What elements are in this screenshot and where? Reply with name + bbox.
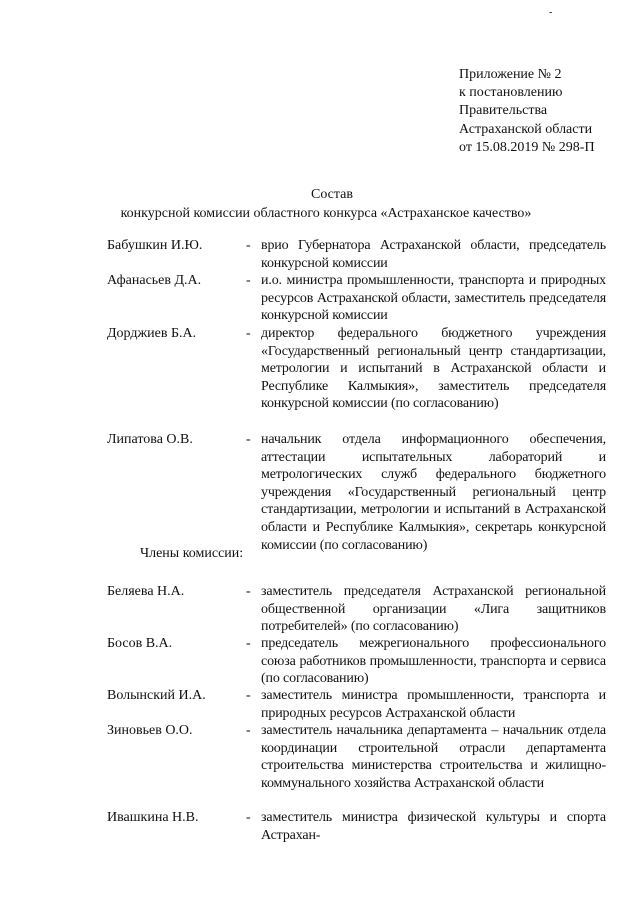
entry-dash: - [246,636,251,651]
entry-dash: - [246,238,251,253]
members-heading: Члены комиссии: [140,546,244,561]
entry-dash: - [246,326,251,341]
person-name: Ивашкина Н.В. [107,810,199,825]
document-title: Состав [310,187,353,202]
entry-dash: - [246,688,251,703]
person-name: Дорджиев Б.А. [107,326,197,341]
entry-dash: - [246,273,251,288]
person-name: Беляева Н.А. [107,584,185,599]
person-name: Зиновьев О.О. [107,723,193,738]
person-name: Афанасьев Д.А. [107,273,202,288]
person-name: Бабушкин И.Ю. [107,238,203,253]
person-position: заместитель министра промышленности, транспорта и природных ресурсов Астраханской области [261,688,606,721]
appendix-line: от 15.08.2019 № 298-П [459,139,595,155]
appendix-line: Приложение № 2 [459,67,562,82]
appendix-line: Правительства [459,103,548,119]
entry-dash: - [246,584,251,599]
person-position: врио Губернатора Астраханской области, председатель конкурсной комиссии [261,238,606,271]
person-position: заместитель начальника департамента – начальник отдела координации строительной отрасли департамента строительства министерства строительства и жилищно-коммунального хозяйства Астраханской области [261,723,606,791]
person-position: заместитель председателя Астраханской региональной общественной организации «Лига защитников потребителей» (по согласованию) [261,584,606,635]
entry-dash: - [246,432,251,447]
person-position: директор федерального бюджетного учреждения «Государственный региональный центр стандартизации, метрологии и испытаний в Астраханской области и Республике Калмыкия», заместитель председателя конкурсной комиссии (по согласованию) [261,326,606,412]
person-name: Босов В.А. [107,636,173,651]
person-position: начальник отдела информационного обеспечения, аттестации испытательных лабораторий и метрологических служб федерального бюджетного учреждения «Государственный региональный центр стандартизации, метрологии и испытаний в Астраханской области и Республике Калмыкия», секретарь конкурсной комиссии (по согласованию) [261,432,606,553]
person-position: заместитель министра физической культуры и спорта Астрахан- [261,810,606,843]
appendix-line: к постановлению [459,85,563,101]
person-name: Липатова О.В. [107,432,193,447]
appendix-block [459,66,595,157]
entry-dash: - [246,723,251,738]
document-subtitle: конкурсной комиссии областного конкурса «Астраханское качество» [120,206,532,221]
person-name: Волынский И.А. [107,688,206,703]
person-position: председатель межрегионального профессионального союза работников промышленности, транспорта и сервиса (по согласованию) [261,636,606,687]
entry-dash: - [246,810,251,825]
person-position: и.о. министра промышленности, транспорта и природных ресурсов Астраханской области, заместитель председателя конкурсной комиссии [261,273,606,324]
appendix-line: Астраханской области [459,121,593,137]
top-mark: - [549,7,553,18]
